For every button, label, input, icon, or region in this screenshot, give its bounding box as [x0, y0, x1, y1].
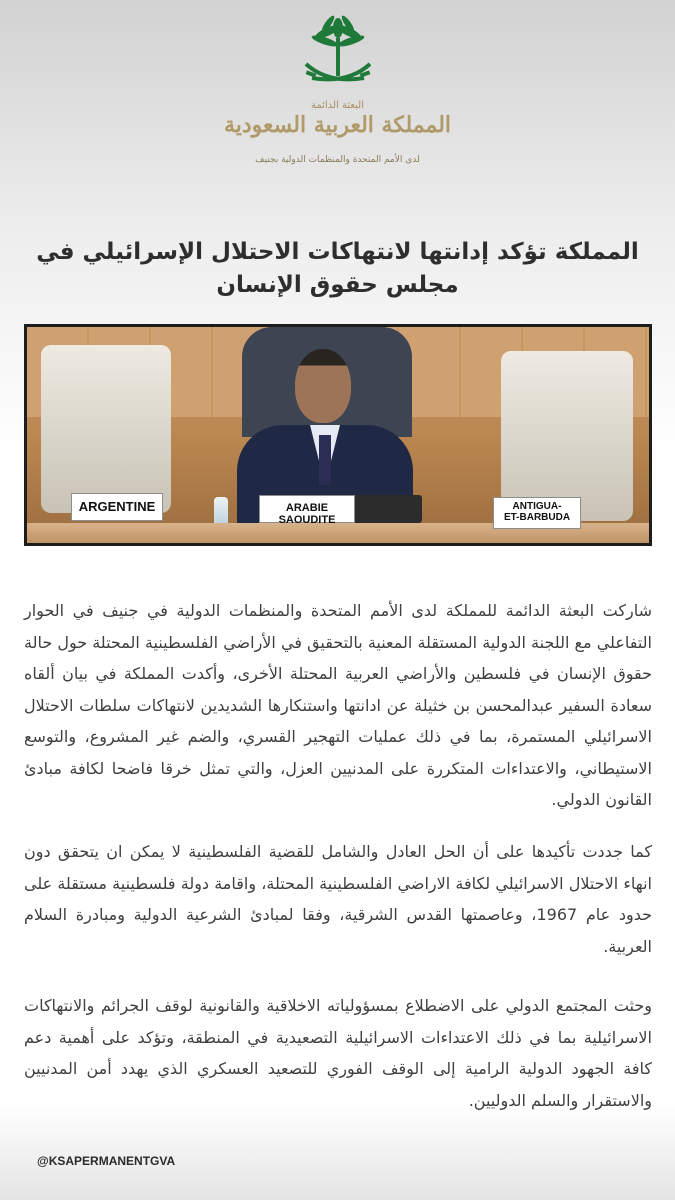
photo-laptop: [352, 495, 422, 523]
mission-label: البعثة الدائمة: [310, 100, 364, 111]
placard-argentine: [71, 493, 163, 521]
placard-antigua-line-2: ET-BARBUDA: [503, 511, 571, 523]
social-handle: @KSAPERMANENTGVA: [37, 1154, 176, 1168]
palm-and-crossed-swords-emblem-icon: [298, 12, 378, 96]
placard-saudi: [259, 495, 355, 526]
placard-antigua: [493, 497, 581, 529]
article-paragraph-1: شاركت البعثة الدائمة للمملكة لدى الأمم المتحدة والمنظمات الدولية في جنيف في الحوار التفاعلي مع اللجنة الدولية المستقلة المعنية بالتحقيق في الأراضي الفلسطينية المحتلة حول حالة حقوق الإنسان في فلسطين والأراضي العربية المحتلة الأخرى، وأكدت المملكة في بيان ألقاه سعادة السفير عبدالمحسن بن خثيلة عن ادانتها واستنكارها الشديدين لانتهاكات سلطات الاحتلال الاسرائيلي المستمرة، بما في ذلك عمليات التهجير القسري، والضم غير المشروع، والتوسع الاستيطاني، والاعتداءات المتكررة على المدنيين العزل، والتي تمثل خرقا فاضحا لكافة مبادئ القانون الدولي.: [24, 601, 652, 809]
header-logo: [0, 12, 675, 172]
placard-argentine-label: ARGENTINE: [78, 499, 156, 514]
mission-subtitle: لدى الأمم المتحدة والمنظمات الدولية بجنيف: [255, 155, 420, 165]
placard-antigua-line-1: ANTIGUA-: [512, 501, 562, 512]
photo-chair-right: [501, 351, 633, 521]
headline-line-2: مجلس حقوق الإنسان: [216, 272, 459, 298]
photo-chair-left: [41, 345, 171, 513]
article-paragraph-2: كما جددت تأكيدها على أن الحل العادل والشامل للقضية الفلسطينية لا يمكن ان يتحقق دون انهاء الاحتلال الاسرائيلي لكافة الاراضي الفلسطينية المحتلة، واقامة دولة فلسطينية مستقلة على حدود عام 1967، وعاصمتها القدس الشرقية، وفقا لمبادئ الشرعية الدولية ومبادرة السلام العربية.: [24, 842, 653, 956]
photo-speaker-tie: [319, 435, 331, 485]
placard-saudi-label: ARABIE SAOUDITE: [278, 502, 336, 526]
headline-line-1: المملكة تؤكد إدانتها لانتهاكات الاحتلال الإسرائيلي في: [36, 239, 639, 265]
headline: [20, 236, 655, 302]
article-paragraph-3: وحثت المجتمع الدولي على الاضطلاع بمسؤولياته الاخلاقية والقانونية لوقف الجرائم والانتهاكات الاسرائيلية بما في ذلك الاعتداءات الاسرائيلية التصعيدية في المنطقة، وتؤكد على أهمية دعم كافة الجهود الدولية الرامية إلى الوقف الفوري للتصعيد العسكري الذي يهدد أمن المدنيين والاستقرار والسلم الدوليين.: [24, 996, 652, 1110]
kingdom-name: المملكة العربية السعودية: [223, 112, 452, 138]
session-photo: [24, 324, 652, 546]
photo-speaker-head: [295, 349, 351, 423]
